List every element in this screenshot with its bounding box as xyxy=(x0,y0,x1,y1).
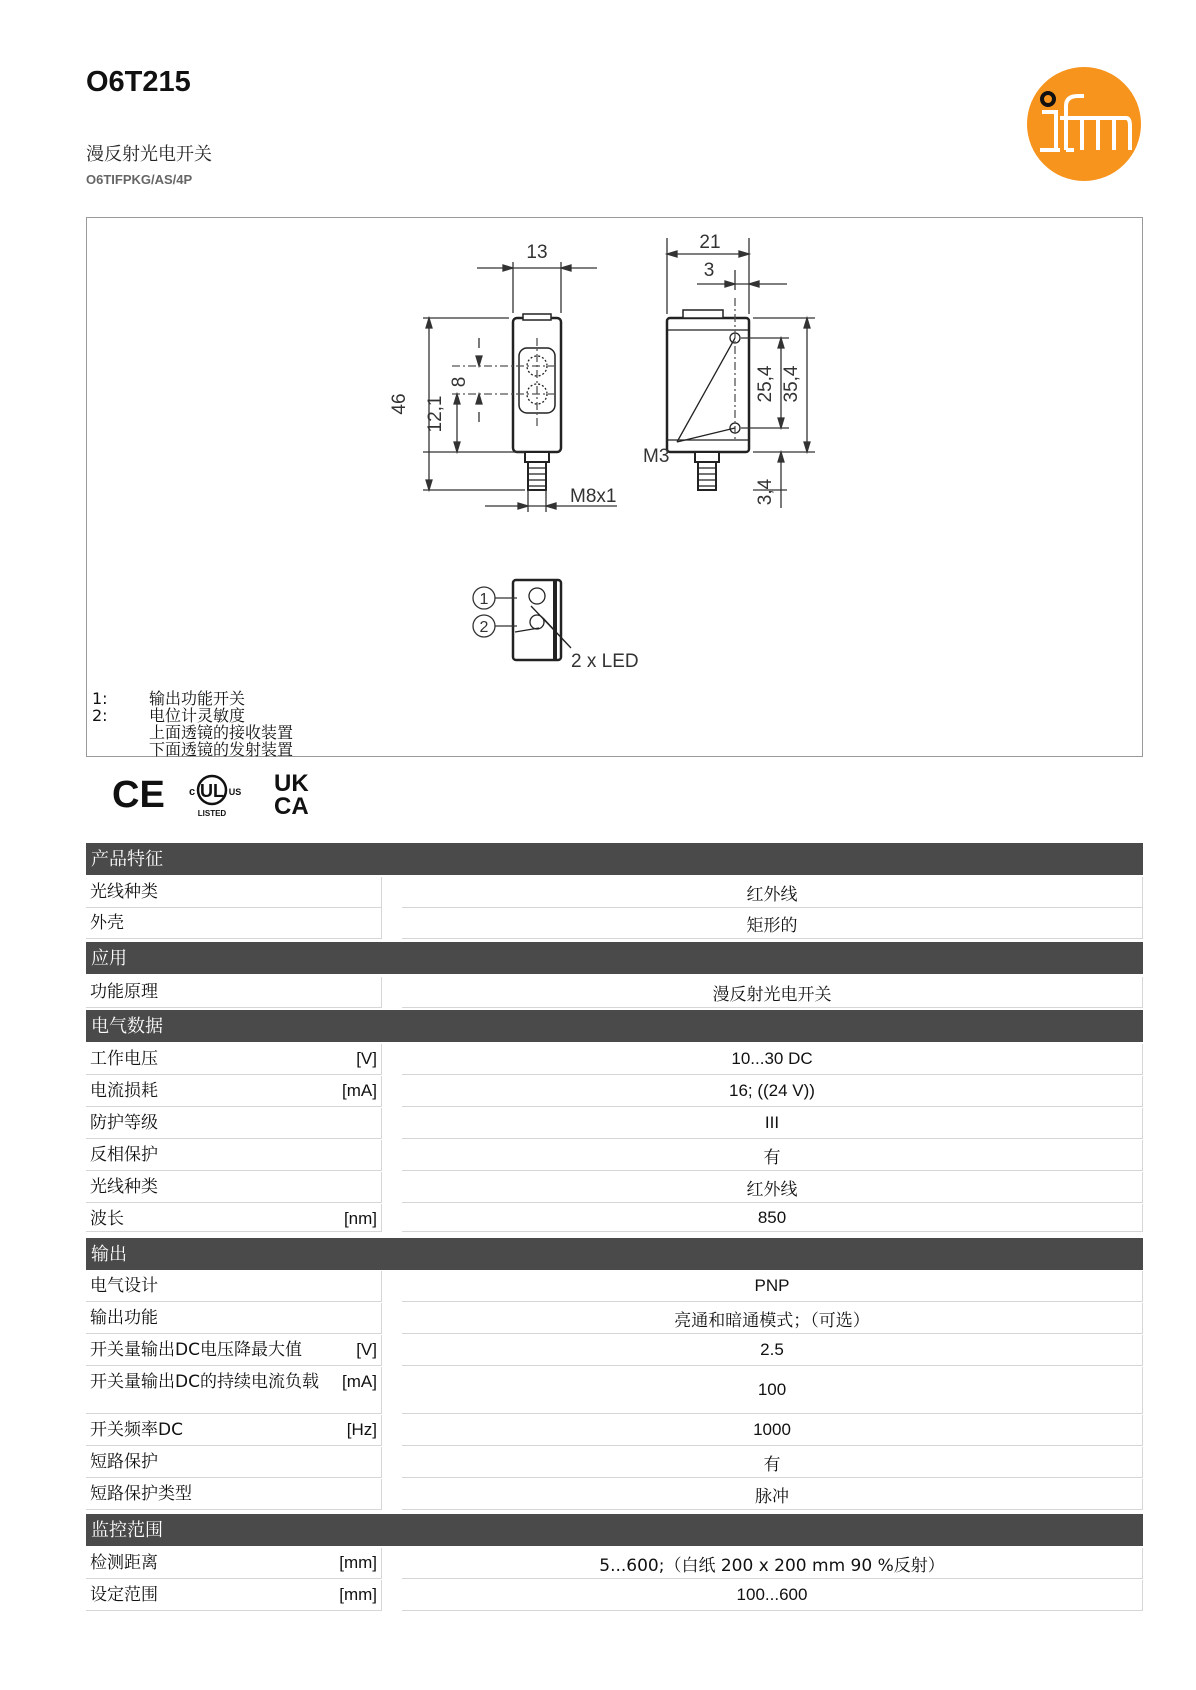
dim-m3: M3 xyxy=(643,446,670,467)
section-header: 监控范围 xyxy=(86,1514,1143,1546)
dim-13: 13 xyxy=(526,242,548,263)
spec-label-cell xyxy=(86,1271,382,1302)
legend-text: 输出功能开关 xyxy=(149,689,246,708)
spec-label: 设定范围 xyxy=(90,1585,158,1605)
spec-label: 反相保护 xyxy=(90,1145,158,1165)
spec-label: 外壳 xyxy=(90,913,124,933)
side-view-body xyxy=(667,318,749,452)
certification-marks xyxy=(108,768,328,818)
spec-value: 亮通和暗通模式；（可选） xyxy=(402,1303,1143,1334)
svg-text:US: US xyxy=(228,787,242,797)
spec-label: 防护等级 xyxy=(90,1113,158,1133)
dim-3-4: 3,4 xyxy=(755,478,776,506)
spec-label-cell xyxy=(86,977,382,1008)
spec-unit: [V] xyxy=(356,1049,377,1068)
spec-label: 开关频率DC xyxy=(90,1420,183,1440)
svg-text:UK: UK xyxy=(274,770,309,797)
spec-label: 电流损耗 xyxy=(90,1081,158,1101)
product-name: 漫反射光电开关 xyxy=(86,144,212,165)
spec-row xyxy=(86,1479,1143,1510)
ul-listed-mark xyxy=(189,776,241,818)
spec-label-cell xyxy=(86,1140,382,1171)
ukca-mark xyxy=(274,770,309,818)
section-header: 输出 xyxy=(86,1238,1143,1270)
spec-label-cell xyxy=(86,1367,382,1414)
svg-text:c: c xyxy=(188,786,196,798)
spec-row xyxy=(86,1172,1143,1203)
spec-label-cell xyxy=(86,908,382,939)
product-title: O6T215 xyxy=(86,66,191,98)
spec-unit: [nm] xyxy=(343,1209,377,1228)
dim-12-1: 12,1 xyxy=(425,395,446,433)
spec-value: 漫反射光电开关 xyxy=(402,977,1143,1008)
section-header: 电气数据 xyxy=(86,1010,1143,1042)
spec-value: 850 xyxy=(402,1204,1143,1232)
logo-text: ifm xyxy=(1084,170,1086,171)
spec-value: 10...30 DC xyxy=(402,1044,1143,1075)
spec-label-cell xyxy=(86,1479,382,1510)
spec-label: 光线种类 xyxy=(90,1177,158,1197)
spec-row xyxy=(86,1548,1143,1579)
dim-m8x1: M8x1 xyxy=(570,486,617,507)
legend-number: 2: xyxy=(92,706,108,725)
spec-value: PNP xyxy=(402,1271,1143,1302)
spec-unit: [V] xyxy=(356,1340,377,1359)
spec-row xyxy=(86,1204,1143,1232)
spec-value: 矩形的 xyxy=(402,908,1143,939)
spec-label: 开关量输出DC的持续电流负载 xyxy=(90,1372,319,1392)
spec-label-cell xyxy=(86,1204,382,1232)
spec-label-cell xyxy=(86,1447,382,1478)
spec-value: 100 xyxy=(402,1367,1143,1414)
spec-row xyxy=(86,1140,1143,1171)
spec-label-cell xyxy=(86,1172,382,1203)
svg-text:CA: CA xyxy=(274,793,309,818)
legend-text: 下面透镜的发射装置 xyxy=(149,740,294,759)
spec-row xyxy=(86,877,1143,908)
legend-text: 上面透镜的接收装置 xyxy=(149,723,294,742)
section-header: 应用 xyxy=(86,942,1143,974)
dim-46: 46 xyxy=(389,393,410,415)
spec-row xyxy=(86,1271,1143,1302)
spec-label: 输出功能 xyxy=(90,1308,158,1328)
spec-unit: [mm] xyxy=(339,1553,377,1572)
spec-row xyxy=(86,1044,1143,1075)
spec-row xyxy=(86,908,1143,939)
spec-label: 开关量输出DC电压降最大值 xyxy=(90,1340,302,1360)
spec-row xyxy=(86,1303,1143,1334)
spec-row xyxy=(86,1108,1143,1139)
spec-label-cell xyxy=(86,1076,382,1107)
spec-label-cell xyxy=(86,1303,382,1334)
dim-8: 8 xyxy=(449,376,470,388)
svg-text:LISTED: LISTED xyxy=(197,809,227,818)
ce-mark: CE xyxy=(112,774,165,816)
spec-label-cell xyxy=(86,1044,382,1075)
spec-label: 工作电压 xyxy=(90,1049,158,1069)
dimension-drawing xyxy=(86,217,1143,757)
spec-label: 检测距离 xyxy=(90,1553,158,1573)
spec-row xyxy=(86,1580,1143,1611)
spec-label: 波长 xyxy=(90,1209,124,1229)
spec-unit: [Hz] xyxy=(346,1420,377,1439)
spec-unit: [mA] xyxy=(342,1081,377,1100)
spec-value: 16; ((24 V)) xyxy=(402,1076,1143,1107)
spec-row xyxy=(86,1076,1143,1107)
dim-35-4: 35,4 xyxy=(781,365,802,403)
spec-label-cell xyxy=(86,1580,382,1611)
svg-text:UL: UL xyxy=(200,781,224,801)
legend-number: 1: xyxy=(92,689,108,708)
spec-label-cell xyxy=(86,1548,382,1579)
spec-label-cell xyxy=(86,1415,382,1446)
dim-21: 21 xyxy=(699,232,721,253)
legend-text: 电位计灵敏度 xyxy=(149,706,246,725)
ifm-logo xyxy=(1026,66,1142,182)
spec-row xyxy=(86,977,1143,1008)
spec-unit: [mA] xyxy=(342,1372,377,1391)
spec-value: 5...600;（白纸 200 x 200 mm 90 %反射） xyxy=(402,1548,1143,1579)
spec-row xyxy=(86,1335,1143,1366)
spec-row xyxy=(86,1415,1143,1446)
spec-label: 短路保护类型 xyxy=(90,1484,192,1504)
callout-2: 2 xyxy=(479,619,489,636)
spec-value: 1000 xyxy=(402,1415,1143,1446)
spec-label-cell xyxy=(86,877,382,908)
spec-row xyxy=(86,1447,1143,1478)
dimension-drawing-svg xyxy=(87,218,1142,759)
spec-row xyxy=(86,1367,1143,1414)
spec-value: 100...600 xyxy=(402,1580,1143,1611)
spec-value: III xyxy=(402,1108,1143,1139)
section-header: 产品特征 xyxy=(86,843,1143,875)
spec-value: 红外线 xyxy=(402,877,1143,908)
spec-label-cell xyxy=(86,1335,382,1366)
spec-value: 脉冲 xyxy=(402,1479,1143,1510)
spec-value: 2.5 xyxy=(402,1335,1143,1366)
spec-label: 功能原理 xyxy=(90,982,158,1002)
order-code: O6TIFPKG/AS/4P xyxy=(86,172,193,187)
dim-3: 3 xyxy=(703,260,715,281)
spec-label-cell xyxy=(86,1108,382,1139)
callout-1: 1 xyxy=(479,591,489,608)
spec-value: 有 xyxy=(402,1140,1143,1171)
spec-unit: [mm] xyxy=(339,1585,377,1604)
spec-label: 短路保护 xyxy=(90,1452,158,1472)
spec-label: 光线种类 xyxy=(90,882,158,902)
spec-label: 电气设计 xyxy=(90,1276,158,1296)
led-label: 2 x LED xyxy=(571,651,639,672)
dim-25-4: 25,4 xyxy=(755,365,776,403)
spec-value: 红外线 xyxy=(402,1172,1143,1203)
spec-value: 有 xyxy=(402,1447,1143,1478)
